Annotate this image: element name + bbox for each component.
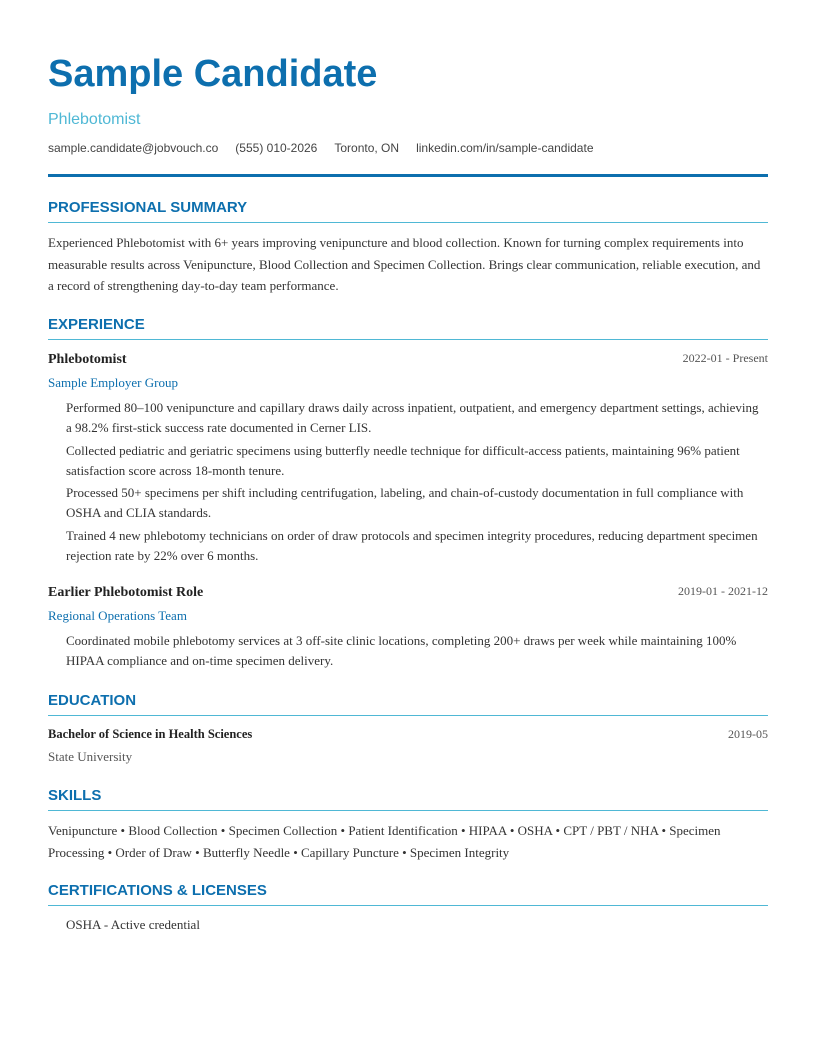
experience-rule: [48, 339, 768, 340]
contact-line: [48, 141, 611, 155]
summary-text: Experienced Phlebotomist with 6+ years improving venipuncture and blood collection. Known for turning complex requirements into measurable results across Venipuncture, Blood Collection and Specimen Collection. Brings clear communication, reliable execution, and a record of strengthening day-to-day team performance.: [48, 235, 761, 293]
list-item: Performed 80–100 venipuncture and capillary draws daily across inpatient, outpatient, and emergency department settings, achieving a 98.2% first-stick success rate documented in Cerner LIS.: [66, 400, 759, 435]
degree-date: 2019-05: [728, 727, 768, 741]
contact-phone[interactable]: (555) 010-2026: [235, 141, 318, 155]
certifications-heading: CERTIFICATIONS & LICENSES: [48, 882, 267, 899]
list-item: Collected pediatric and geriatric specimens using butterfly needle technique for difficult-access patients, maintaining 96% patient satisfaction score across 18-month tenure.: [66, 442, 740, 478]
skills-text: Venipuncture • Blood Collection • Specimen Collection • Patient Identification • HIPAA • OSHA • CPT / PBT / NHA • Specimen Processing • Order of Draw • Butterfly Needle • Capillary Puncture • Specimen Integrity: [48, 823, 721, 860]
job-title: Phlebotomist: [48, 352, 127, 367]
degree-title: Bachelor of Science in Health Sciences: [48, 727, 253, 741]
job-title: Earlier Phlebotomist Role: [48, 585, 204, 600]
skills-heading: SKILLS: [48, 787, 102, 804]
summary-rule: [48, 222, 768, 223]
experience-heading: EXPERIENCE: [48, 316, 145, 333]
job-dates: 2019-01 - 2021-12: [678, 584, 768, 598]
job-dates: 2022-01 - Present: [682, 351, 768, 365]
list-item: Processed 50+ specimens per shift including centrifugation, labeling, and chain-of-custody documentation in full compliance with OSHA and CLIA standards.: [66, 485, 744, 520]
contact-linkedin[interactable]: linkedin.com/in/sample-candidate: [416, 141, 594, 155]
candidate-name: Sample Candidate: [48, 53, 378, 95]
education-heading: EDUCATION: [48, 692, 137, 709]
list-item: Coordinated mobile phlebotomy services at 3 off-site clinic locations, completing 200+ draws per week while maintaining 100% HIPAA compliance and on-time specimen delivery.: [66, 633, 737, 668]
job-bullets: [66, 398, 766, 568]
header-divider: [48, 174, 768, 177]
certifications-rule: [48, 905, 768, 906]
contact-email[interactable]: sample.candidate@jobvouch.co: [48, 141, 219, 155]
job-employer: Sample Employer Group: [48, 375, 178, 390]
certification-item: OSHA - Active credential: [66, 917, 200, 932]
contact-location: Toronto, ON: [334, 141, 400, 155]
skills-rule: [48, 810, 768, 811]
education-rule: [48, 715, 768, 716]
candidate-title: Phlebotomist: [48, 111, 141, 128]
job-bullets: [66, 631, 766, 674]
job-employer: Regional Operations Team: [48, 608, 187, 623]
list-item: Trained 4 new phlebotomy technicians on order of draw protocols and specimen integrity procedures, reducing department specimen rejection rate by 22% over 6 months.: [66, 527, 758, 563]
summary-heading: PROFESSIONAL SUMMARY: [48, 199, 248, 216]
school-name: State University: [48, 749, 133, 764]
